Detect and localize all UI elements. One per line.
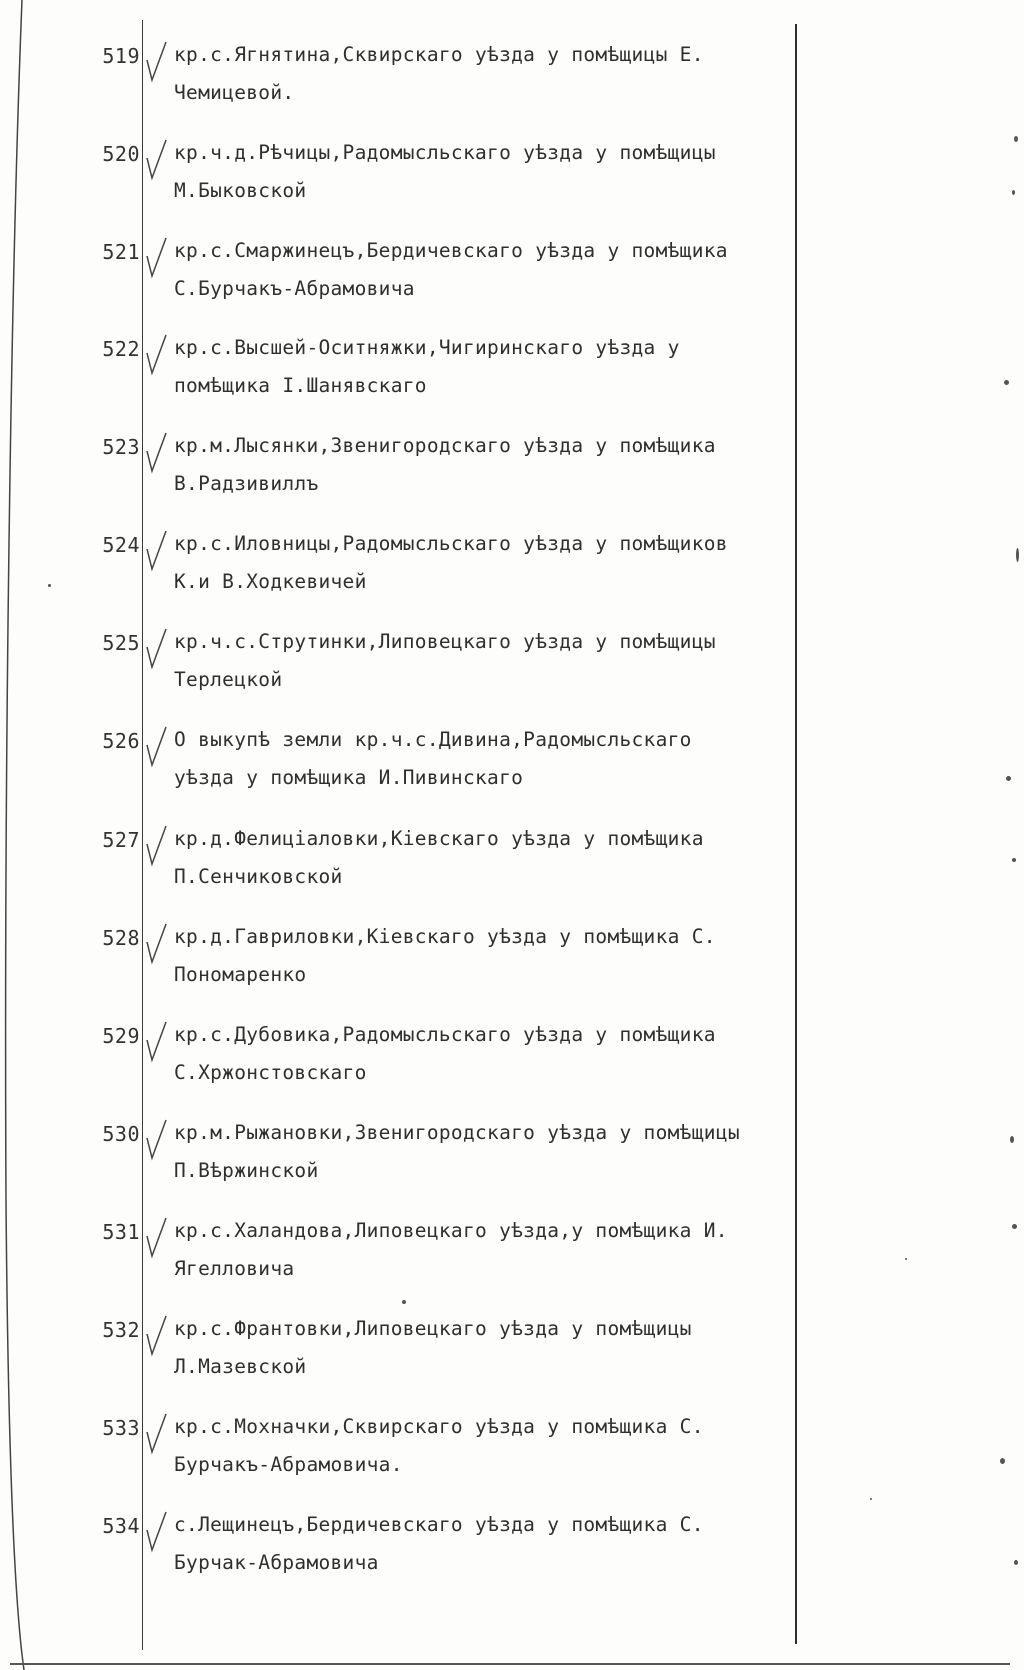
entry-text xyxy=(174,36,789,112)
entry-line-1: кр.д.Гавриловки,Кiевскаго уѣзда у помѣщика С. xyxy=(174,925,716,948)
entry-number: 526 xyxy=(102,729,140,753)
list-item xyxy=(0,533,795,623)
scan-speck xyxy=(1006,776,1011,781)
entry-number: 520 xyxy=(102,142,140,166)
entry-number: 530 xyxy=(102,1122,140,1146)
entry-line-2: К.и В.Ходкевичей xyxy=(174,570,367,593)
entry-line-1: кр.с.Смаржинецъ,Бердичевскаго уѣзда у помѣщика xyxy=(174,239,728,262)
entry-line-1: кр.с.Высшей-Оситняжки,Чигиринскаго уѣзда у xyxy=(174,336,680,359)
entry-text xyxy=(174,329,789,405)
list-item xyxy=(0,337,795,427)
entry-text xyxy=(174,1114,789,1190)
scan-speck xyxy=(1014,1560,1018,1565)
check-mark-icon xyxy=(144,1314,170,1362)
entry-text xyxy=(174,1506,789,1582)
scan-speck xyxy=(905,1258,907,1260)
entry-line-2: Бурчакъ-Абрамовича. xyxy=(174,1453,403,1476)
check-mark-icon xyxy=(144,1216,170,1264)
check-mark-icon xyxy=(144,1412,170,1460)
check-mark-icon xyxy=(144,138,170,186)
entry-text xyxy=(174,721,789,797)
entry-number: 528 xyxy=(102,926,140,950)
list-item xyxy=(0,828,795,918)
list-item xyxy=(0,1514,795,1604)
check-mark-icon xyxy=(144,236,170,284)
list-item xyxy=(0,44,795,134)
entry-text xyxy=(174,427,789,503)
entry-line-2: В.Радзивиллъ xyxy=(174,472,319,495)
entry-line-1: с.Лещинецъ,Бердичевскаго уѣзда у помѣщика С. xyxy=(174,1513,704,1536)
entry-line-2: Чемицевой. xyxy=(174,81,295,104)
entry-number: 524 xyxy=(102,533,140,557)
list-item xyxy=(0,631,795,721)
check-mark-icon xyxy=(144,1510,170,1558)
entry-text xyxy=(174,1016,789,1092)
entry-line-1: кр.ч.д.Рѣчицы,Радомысльскаго уѣзда у помѣщицы xyxy=(174,141,716,164)
check-mark-icon xyxy=(144,333,170,381)
entry-line-2: Терлецкой xyxy=(174,668,283,691)
entry-line-2: П.Сенчиковской xyxy=(174,865,343,888)
entry-line-2: П.Вѣржинской xyxy=(174,1159,319,1182)
check-mark-icon xyxy=(144,40,170,88)
entry-line-1: кр.м.Лысянки,Звенигородскаго уѣзда у помѣщика xyxy=(174,434,716,457)
scan-speck xyxy=(402,1300,406,1304)
list-item xyxy=(0,240,795,330)
entry-line-1: кр.с.Франтовки,Липовецкаго уѣзда у помѣщицы xyxy=(174,1317,692,1340)
entry-line-1: кр.с.Дубовика,Радомысльскаго уѣзда у помѣщика xyxy=(174,1023,716,1046)
scan-speck xyxy=(1000,1458,1005,1464)
entry-line-2: Пономаренко xyxy=(174,963,307,986)
scan-speck xyxy=(1012,858,1016,862)
entry-line-2: С.Бурчакъ-Абрамовича xyxy=(174,277,415,300)
entry-text xyxy=(174,623,789,699)
scan-speck xyxy=(1012,1224,1017,1229)
entry-number: 534 xyxy=(102,1514,140,1538)
entry-line-2: помѣщика I.Шанявскаго xyxy=(174,374,427,397)
entry-line-2: М.Быковской xyxy=(174,179,307,202)
list-item xyxy=(0,926,795,1016)
entry-line-2: Л.Мазевской xyxy=(174,1355,307,1378)
entry-line-1: кр.д.Фелицiаловки,Кiевскаго уѣзда у помѣщика xyxy=(174,827,704,850)
entry-text xyxy=(174,134,789,210)
entry-line-2: Ягелловича xyxy=(174,1257,295,1280)
right-margin-rule xyxy=(795,24,797,1644)
entry-line-1: кр.с.Иловницы,Радомысльскаго уѣзда у помѣщиков xyxy=(174,532,728,555)
list-item xyxy=(0,142,795,232)
scan-speck xyxy=(1010,1136,1014,1143)
entry-number: 531 xyxy=(102,1220,140,1244)
entry-text xyxy=(174,918,789,994)
entry-number: 521 xyxy=(102,240,140,264)
list-item xyxy=(0,435,795,525)
entry-number: 533 xyxy=(102,1416,140,1440)
entry-text xyxy=(174,525,789,601)
entry-number: 532 xyxy=(102,1318,140,1342)
check-mark-icon xyxy=(144,922,170,970)
entry-text xyxy=(174,1408,789,1484)
check-mark-icon xyxy=(144,824,170,872)
entry-number: 525 xyxy=(102,631,140,655)
check-mark-icon xyxy=(144,627,170,675)
entry-line-1: кр.ч.с.Струтинки,Липовецкаго уѣзда у помѣщицы xyxy=(174,630,716,653)
scan-speck xyxy=(1016,548,1019,562)
scan-speck xyxy=(870,1498,872,1500)
list-item xyxy=(0,729,795,819)
entry-text xyxy=(174,232,789,308)
scan-speck xyxy=(1014,136,1018,142)
entry-line-1: кр.с.Халандова,Липовецкаго уѣзда,у помѣщика И. xyxy=(174,1219,728,1242)
check-mark-icon xyxy=(144,529,170,577)
entry-line-2: С.Хржонстовскаго xyxy=(174,1061,367,1084)
list-item xyxy=(0,1024,795,1114)
entry-line-2: уѣзда у помѣщика И.Пивинскаго xyxy=(174,766,524,789)
check-mark-icon xyxy=(144,431,170,479)
entry-text xyxy=(174,820,789,896)
check-mark-icon xyxy=(144,1118,170,1166)
entry-number: 529 xyxy=(102,1024,140,1048)
entry-number: 523 xyxy=(102,435,140,459)
entry-number: 522 xyxy=(102,337,140,361)
entry-line-1: кр.м.Рыжановки,Звенигородскаго уѣзда у помѣщицы xyxy=(174,1121,740,1144)
list-item xyxy=(0,1318,795,1408)
entry-line-2: Бурчак-Абрамовича xyxy=(174,1551,379,1574)
entry-line-1: кр.с.Ягнятина,Сквирскаго уѣзда у помѣщицы Е. xyxy=(174,43,704,66)
entry-text xyxy=(174,1212,789,1288)
entry-line-1: кр.с.Мохначки,Сквирскаго уѣзда у помѣщика С. xyxy=(174,1415,704,1438)
check-mark-icon xyxy=(144,1020,170,1068)
bottom-page-edge xyxy=(10,1663,1010,1665)
list-item xyxy=(0,1122,795,1212)
scan-speck xyxy=(1012,190,1015,195)
scan-speck xyxy=(1004,380,1009,385)
entry-line-1: О выкупѣ земли кр.ч.с.Дивина,Радомысльскаго xyxy=(174,728,692,751)
list-item xyxy=(0,1220,795,1310)
entry-number: 519 xyxy=(102,44,140,68)
list-item xyxy=(0,1416,795,1506)
scan-speck xyxy=(48,584,51,587)
entry-text xyxy=(174,1310,789,1386)
entry-number: 527 xyxy=(102,828,140,852)
check-mark-icon xyxy=(144,725,170,773)
